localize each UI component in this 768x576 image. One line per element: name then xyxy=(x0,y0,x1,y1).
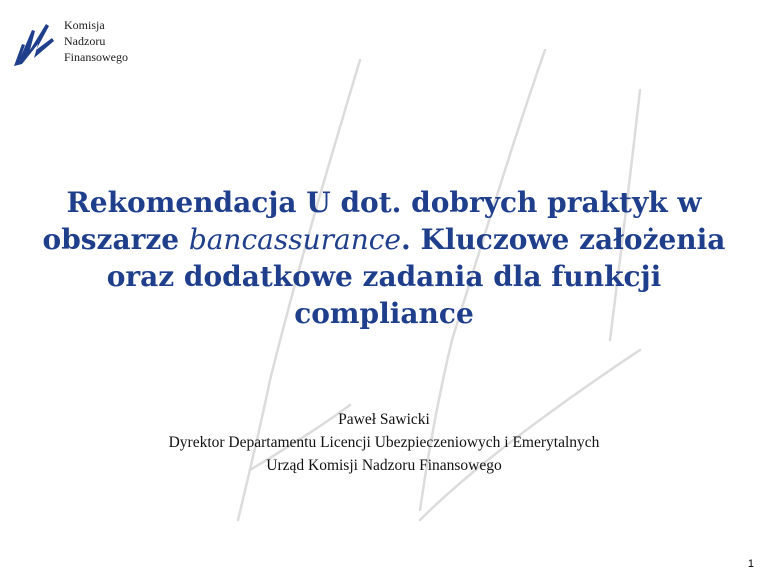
slide-number: 1 xyxy=(747,558,754,570)
knf-logo-icon xyxy=(8,18,62,72)
title-part2: . Kluczowe założenia oraz dodatkowe zadania dla funkcji compliance xyxy=(106,223,726,330)
presenter-info xyxy=(40,408,728,477)
knf-logo xyxy=(8,12,148,72)
knf-logo-text xyxy=(64,17,128,65)
logo-text-line1: Komisja xyxy=(64,18,105,32)
logo-text-line3: Finansowego xyxy=(64,50,128,64)
logo-text-line2: Nadzoru xyxy=(64,34,106,48)
presenter-name: Paweł Sawicki xyxy=(338,411,430,428)
title-part1: Rekomendacja U dot. dobrych praktyk w obszarze xyxy=(42,186,702,256)
slide-title xyxy=(40,184,728,332)
presenter-institution: Urząd Komisji Nadzoru Finansowego xyxy=(266,457,502,474)
presenter-position: Dyrektor Departamentu Licencji Ubezpieczeniowych i Emerytalnych xyxy=(168,434,600,451)
title-emphasis: bancassurance xyxy=(188,223,401,256)
